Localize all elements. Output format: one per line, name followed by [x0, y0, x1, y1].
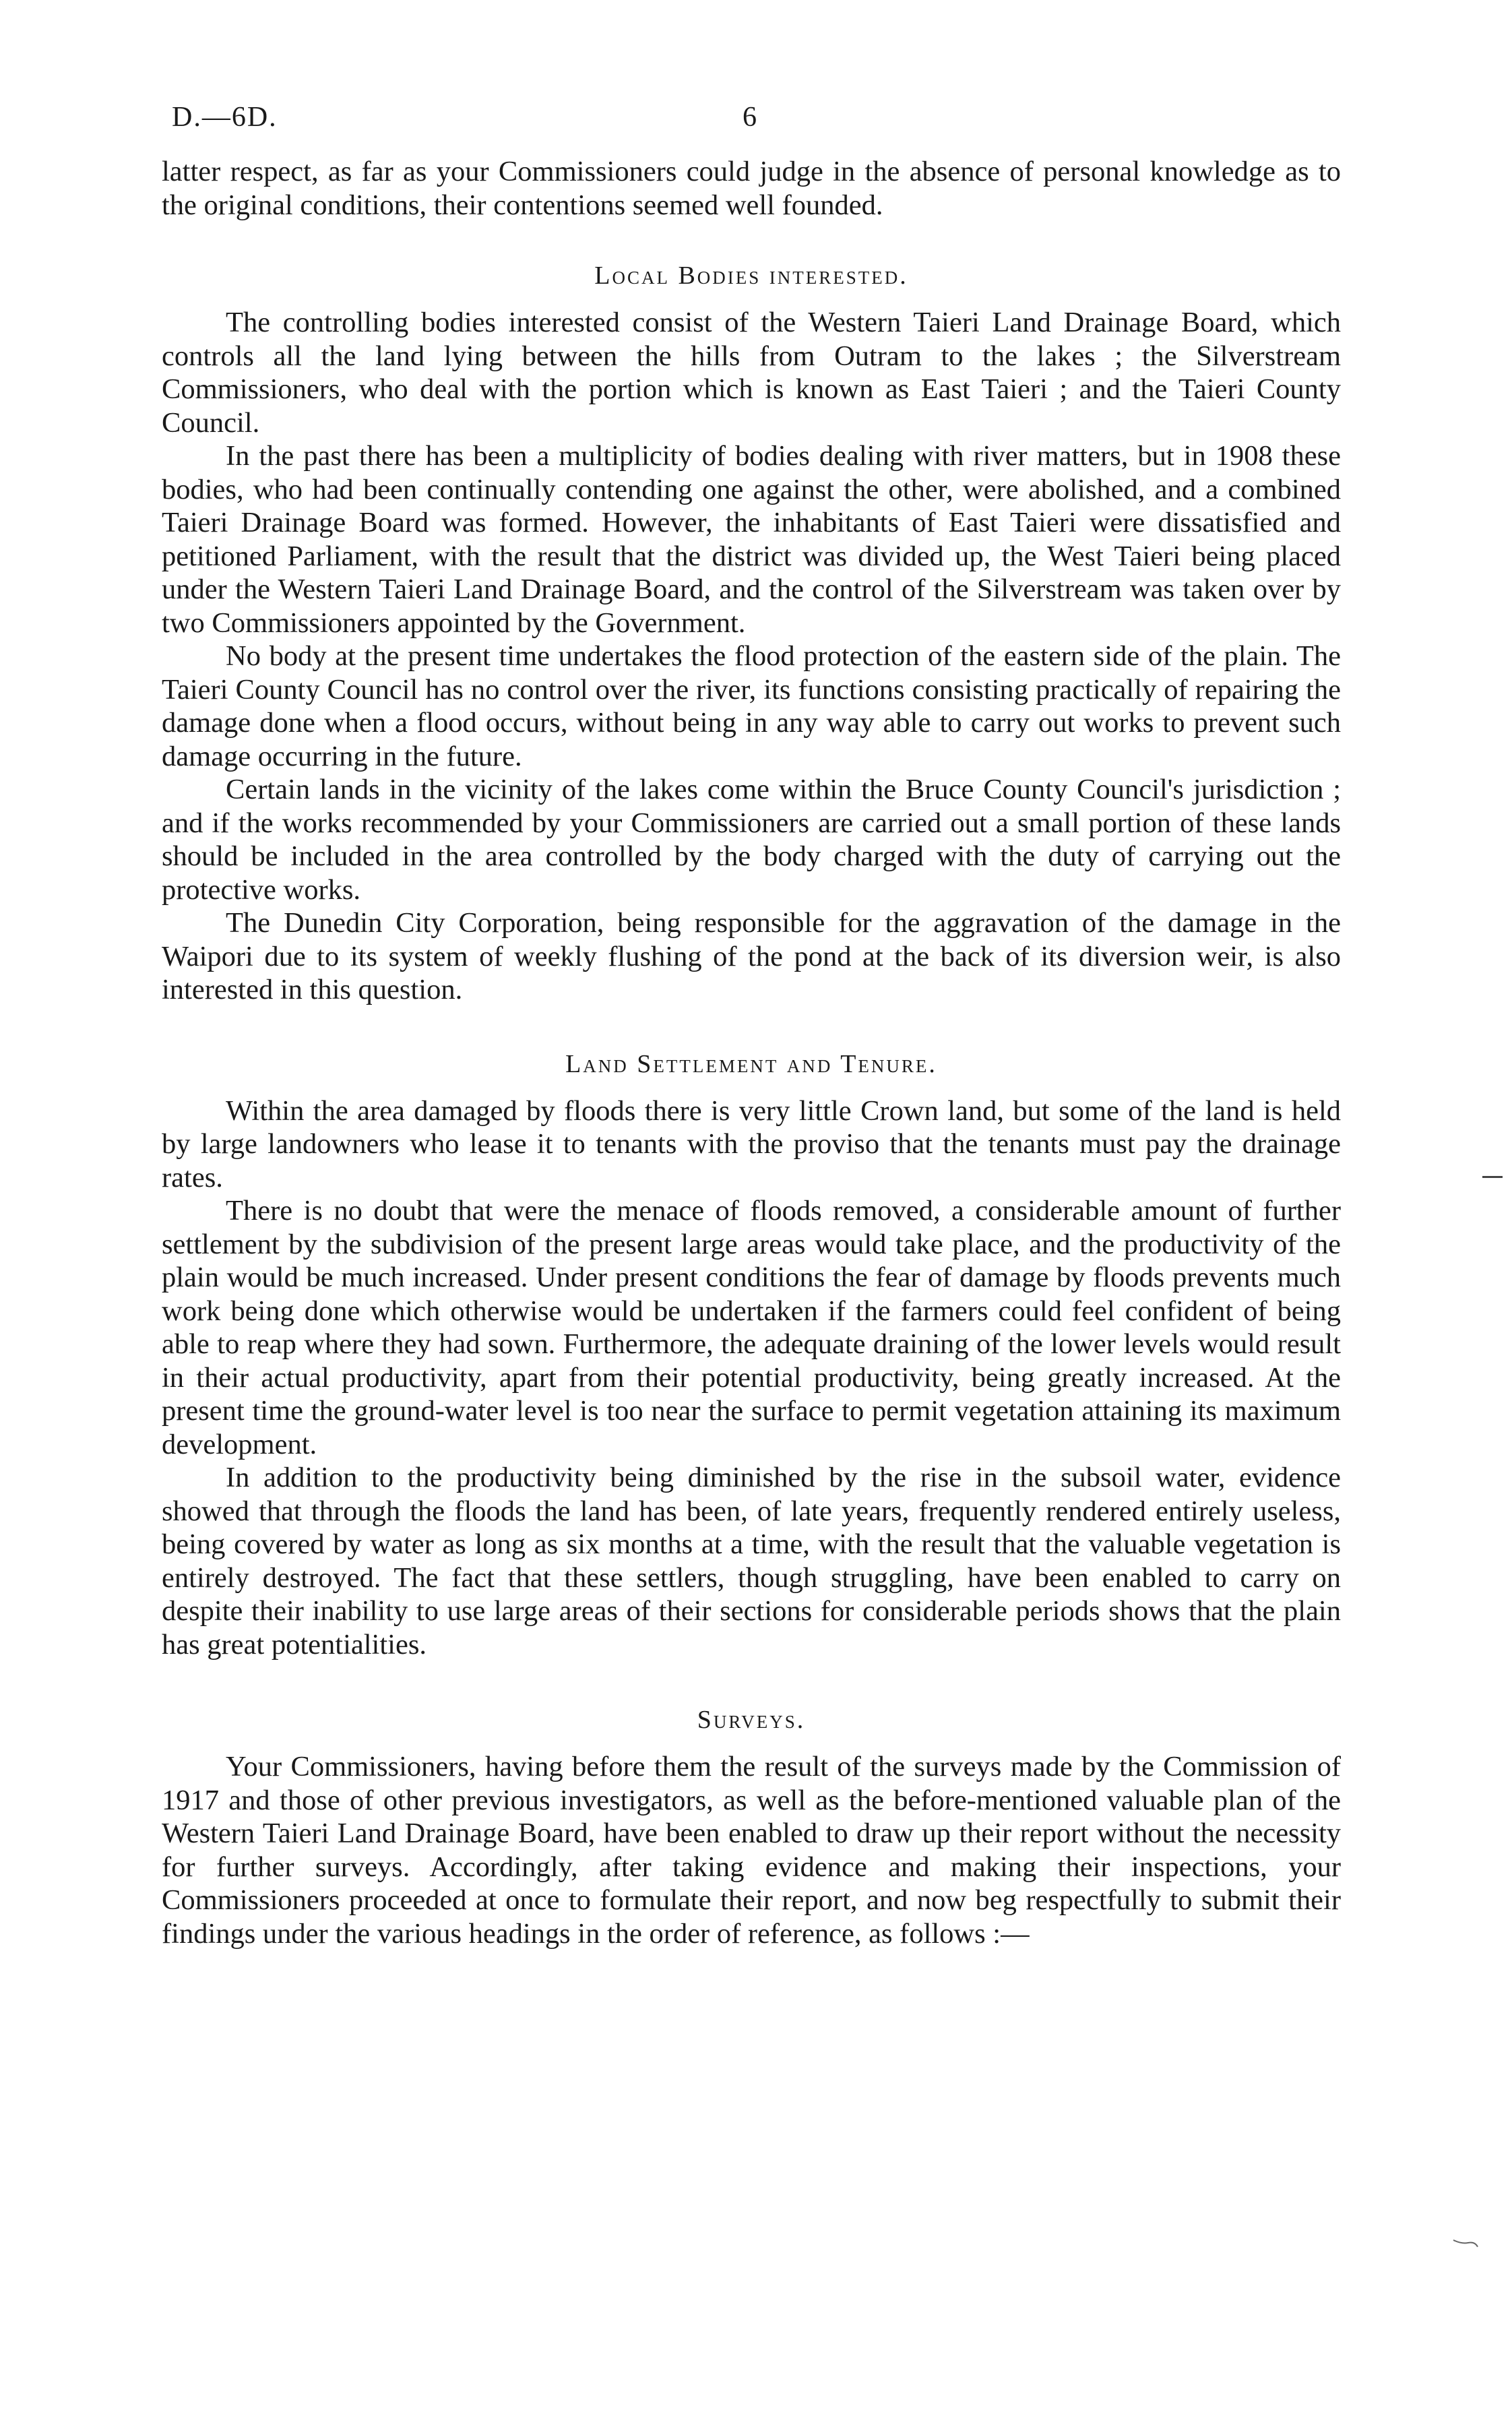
paragraph: The controlling bodies interested consist of the Western Taieri Land Drainage Board, which controls all the land lying between the hills from Outram to the lakes ; the Silverstream Commissioners, who deal with the portion which is known as East Taieri ; and the Taieri County Council. — [162, 307, 1341, 439]
opening-paragraph: latter respect, as far as your Commissioners could judge in the absence of personal knowledge as to the original conditions, their contentions seemed well founded. — [162, 156, 1341, 221]
section-heading-land-settlement: Land Settlement and Tenure. — [565, 1049, 937, 1078]
paragraph: In the past there has been a multiplicity of bodies dealing with river matters, but in 1908 these bodies, who had been continually contending one against the other, were abolished, and a combined Taieri Drainage Board was formed. However, the inhabitants of East Taieri were dissatisfied and petitioned Parliament, with the result that the district was divided up, the West Taieri being placed under the Western Taieri Land Drainage Board, and the control of the Silverstream was taken over by two Commissioners appointed by the Government. — [162, 440, 1341, 639]
document-page — [162, 94, 1341, 1950]
paragraph: The Dunedin City Corporation, being responsible for the aggravation of the damage in the Waipori due to its system of weekly flushing of the pond at the back of its diversion weir, is also interested in this question. — [162, 907, 1341, 1005]
paragraph: Within the area damaged by floods there is very little Crown land, but some of the land is held by large landowners who lease it to tenants with the proviso that the tenants must pay the drainage rates. — [162, 1094, 1341, 1193]
page-number: 6 — [743, 102, 757, 133]
margin-mark — [1482, 1176, 1503, 1178]
paragraph: In addition to the productivity being diminished by the rise in the subsoil water, evidence showed that through the floods the land has been, of late years, frequently rendered entirely useless, being covered by water as long as six months at a time, with the result that the valuable vegetation is entirely destroyed. The fact that these settlers, though struggling, have been enabled to carry on despite their inability to use large areas of their sections for considerable periods shows that the plain has great potentialities. — [162, 1462, 1341, 1661]
document-reference: D.—6D. — [172, 102, 278, 133]
paragraph: Certain lands in the vicinity of the lakes come within the Bruce County Council's jurisdiction ; and if the works recommended by your Commissioners are carried out a small portion of these lands should be included in the area controlled by the body charged with the duty of carrying out the protective works. — [162, 774, 1341, 906]
paragraph: No body at the present time undertakes the flood protection of the eastern side of the plain. The Taieri County Council has no control over the river, its functions consisting practically of repairing the damage done when a flood occurs, without being in any way able to carry out works to prevent such damage occurring in the future. — [162, 640, 1341, 772]
section-heading-local-bodies: Local Bodies interested. — [594, 261, 908, 290]
scan-mark — [1452, 2236, 1479, 2250]
page-header — [162, 94, 1341, 155]
paragraph: Your Commissioners, having before them the result of the surveys made by the Commission of 1917 and those of other previous investigators, as well as the before-mentioned valuable plan of the Western Taieri Land Drainage Board, have been enabled to draw up their report without the necessity for further surveys. Accordingly, after taking evidence and making their inspections, your Commissioners proceeded at once to formulate their report, and now beg respectfully to submit their findings under the various headings in the order of reference, as follows :— — [162, 1751, 1341, 1950]
paragraph: There is no doubt that were the menace of floods removed, a considerable amount of further settlement by the subdivision of the present large areas would take place, and the productivity of the plain would be much increased. Under present conditions the fear of damage by floods prevents much work being done which otherwise would be undertaken if the farmers could feel confident of being able to reap where they had sown. Furthermore, the adequate draining of the lower levels would result in their actual productivity, apart from their potential productivity, being greatly increased. At the present time the ground-water level is too near the surface to permit vegetation attaining its maximum development. — [162, 1195, 1341, 1460]
section-heading-surveys: Surveys. — [697, 1706, 806, 1734]
